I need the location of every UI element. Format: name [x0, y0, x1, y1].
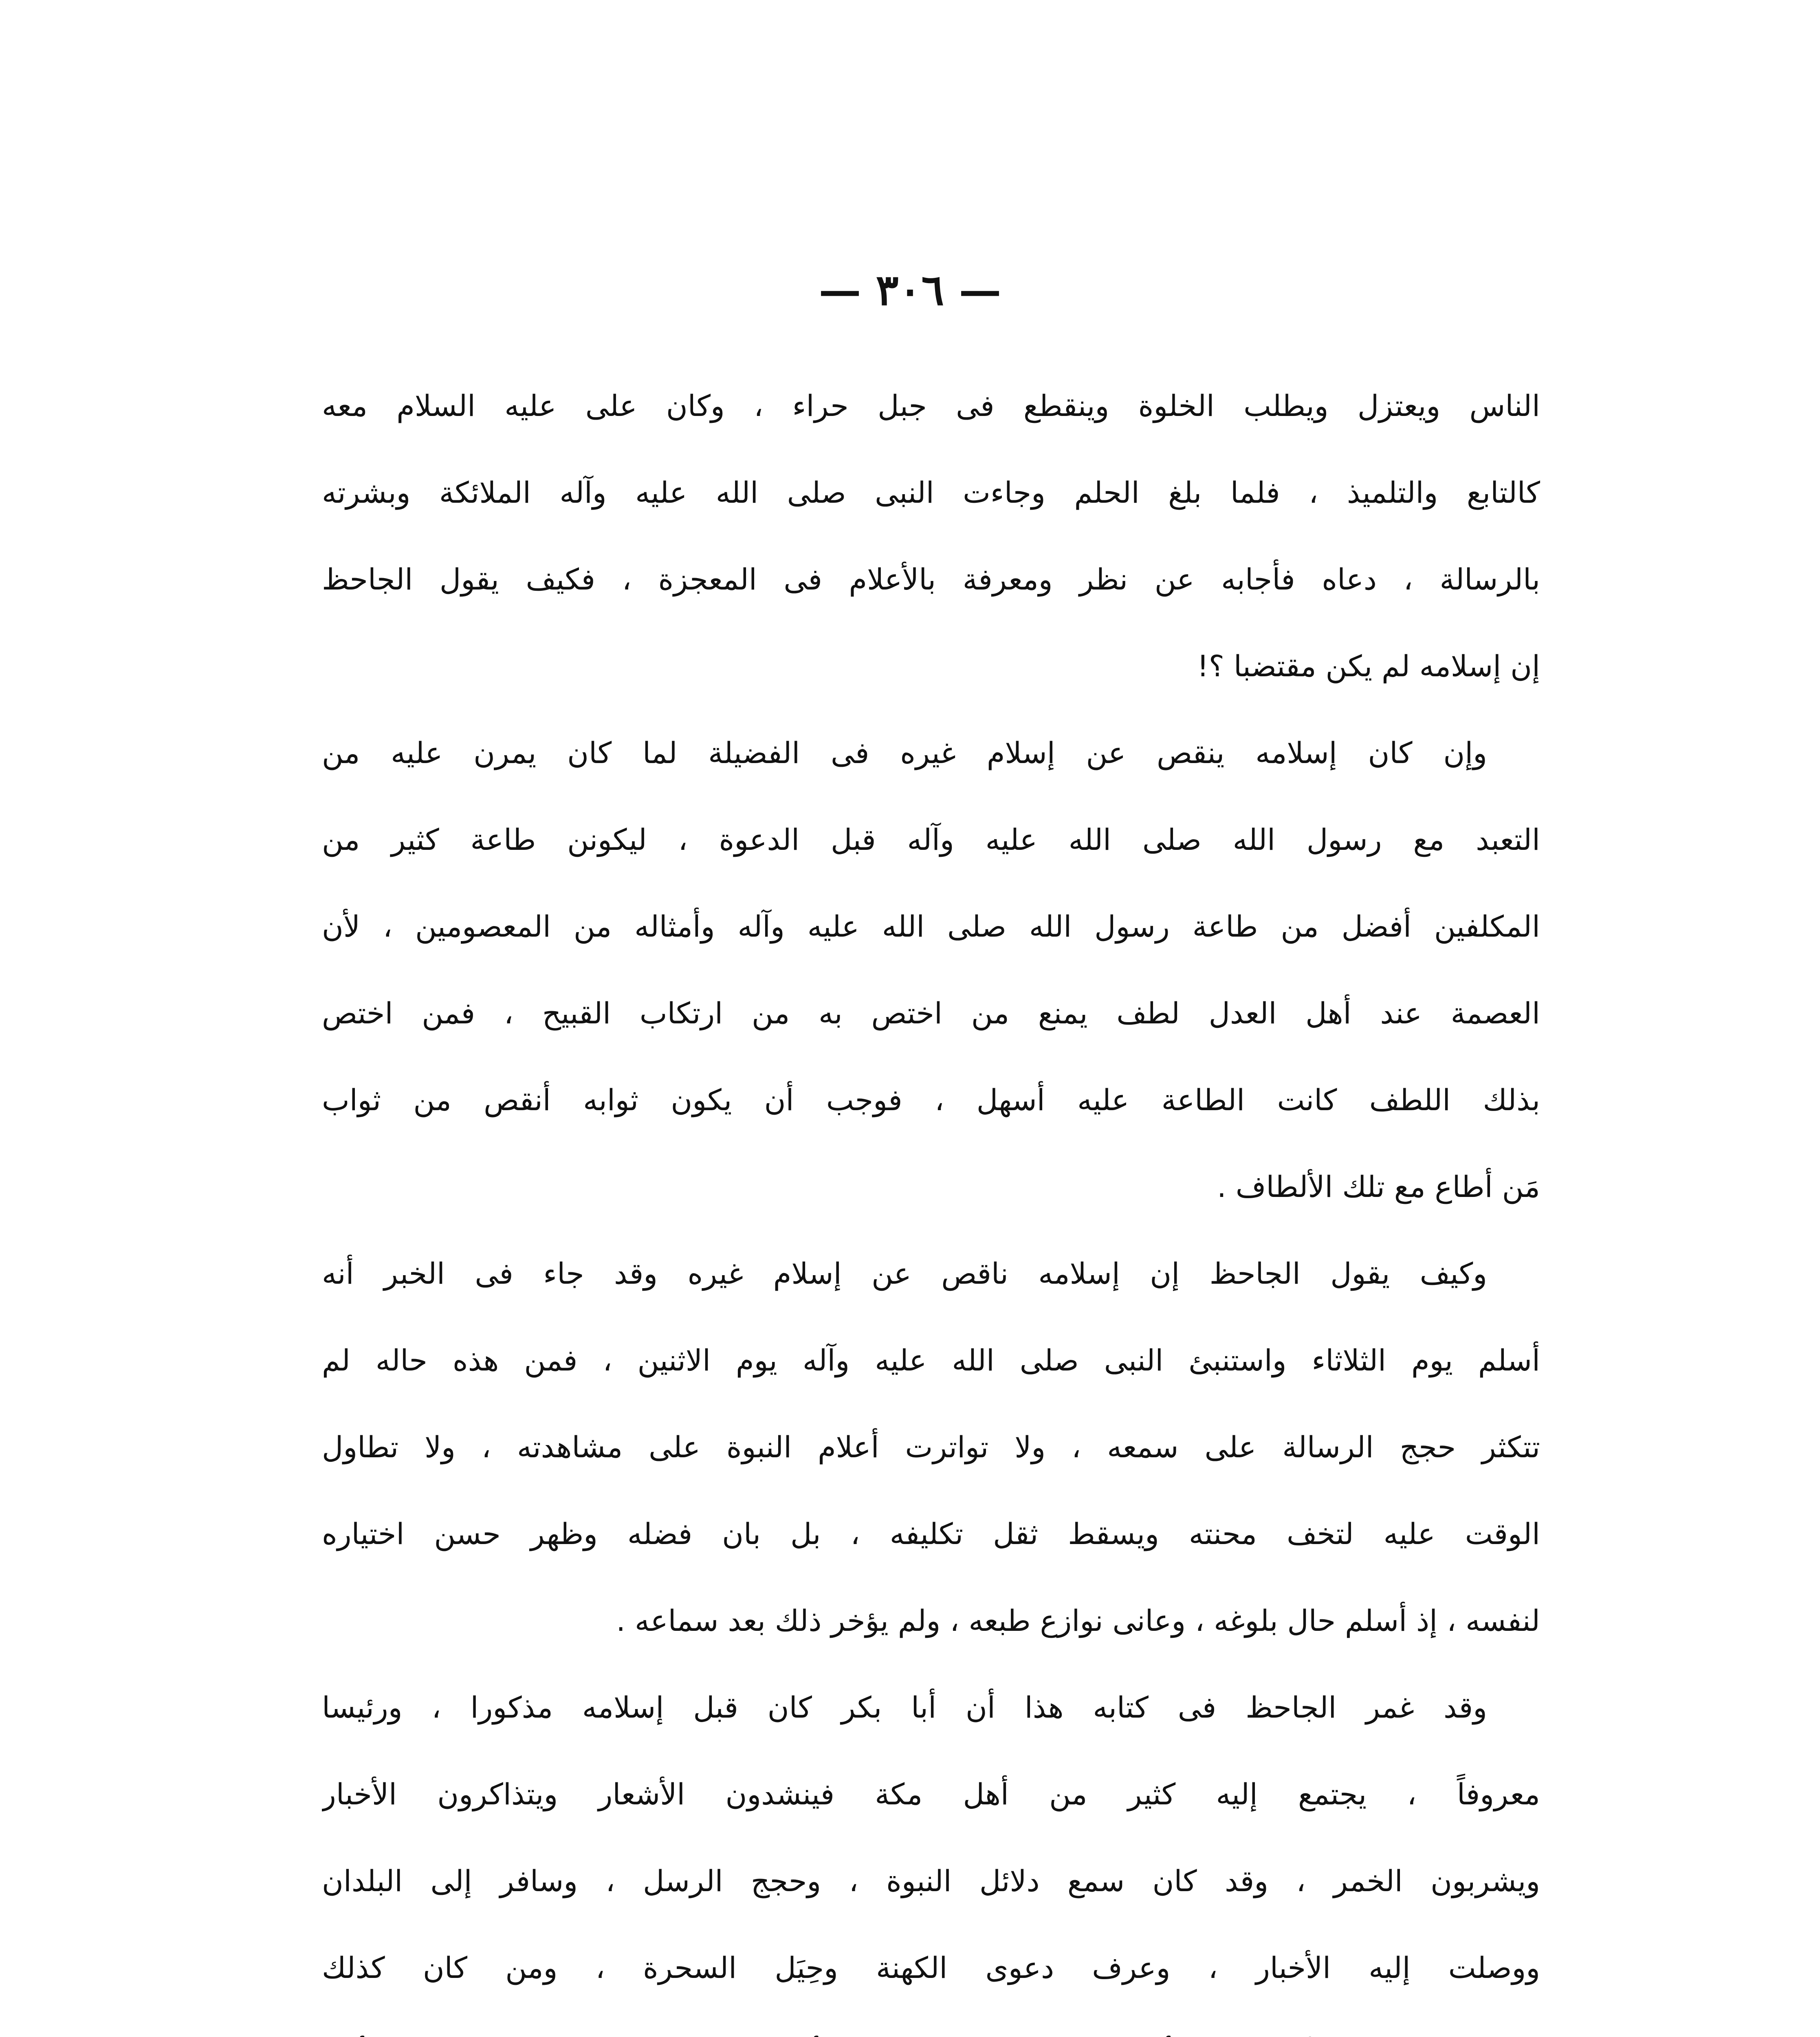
- paragraph: [322, 1664, 1540, 2037]
- text-line: وقد غمر الجاحظ فى كتابه هذا أن أبا بكر كان قبل إسلامه مذكورا ، ورئيسا: [322, 1690, 1487, 1725]
- text-line: أسلم يوم الثلاثاء واستنبئ النبى صلى الله عليه وآله يوم الاثنين ، فمن هذه حاله لم: [322, 1343, 1540, 1377]
- text-line: لنفسه ، إذ أسلم حال بلوغه ، وعانى نوازع طبعه ، ولم يؤخر ذلك بعد سماعه .: [616, 1604, 1540, 1638]
- text-line: الناس ويعتزل ويطلب الخلوة وينقطع فى جبل حراء ، وكان على عليه السلام معه: [322, 389, 1540, 423]
- text-line: التعبد مع رسول الله صلى الله عليه وآله قبل الدعوة ، ليكونن طاعة كثير من: [322, 823, 1540, 857]
- text-line: وإن كان إسلامه ينقص عن إسلام غيره فى الفضيلة لما كان يمرن عليه من: [322, 736, 1487, 770]
- text-line: بالرسالة ، دعاه فأجابه عن نظر ومعرفة بالأعلام فى المعجزة ، فكيف يقول الجاحظ: [322, 562, 1540, 596]
- text-line: [322, 2011, 1540, 2037]
- text-line: وكيف يقول الجاحظ إن إسلامه ناقص عن إسلام غيره وقد جاء فى الخبر أنه: [322, 1256, 1487, 1291]
- text-line: المكلفين أفضل من طاعة رسول الله صلى الله عليه وآله وأمثاله من المعصومين ، لأن: [322, 909, 1540, 944]
- body-text: [322, 363, 1540, 2037]
- paragraph: [322, 1230, 1540, 1664]
- paragraph: [322, 363, 1540, 710]
- text-line: معروفاً ، يجتمع إليه كثير من أهل مكة فينشدون الأشعار ويتذاكرون الأخبار: [322, 1777, 1540, 1811]
- text-line: إن إسلامه لم يكن مقتضبا ؟!: [1197, 649, 1540, 683]
- text-line: ويشربون الخمر ، وقد كان سمع دلائل النبوة ، وحجج الرسل ، وسافر إلى البلدان: [322, 1864, 1540, 1898]
- text-line: كالتابع والتلميذ ، فلما بلغ الحلم وجاءت النبى صلى الله عليه وآله الملائكة وبشرته: [322, 475, 1540, 510]
- text-line: العصمة عند أهل العدل لطف يمنع من اختص به من ارتكاب القبيح ، فمن اختص: [322, 996, 1540, 1030]
- text-line: مَن أطاع مع تلك الألطاف .: [1217, 1170, 1540, 1204]
- paragraph: [322, 710, 1540, 1230]
- text-line: الوقت عليه لتخف محنته ويسقط ثقل تكليفه ، بل بان فضله وظهر حسن اختياره: [322, 1517, 1540, 1551]
- text-line: بذلك اللطف كانت الطاعة عليه أسهل ، فوجب أن يكون ثوابه أنقص من ثواب: [322, 1083, 1540, 1117]
- text-line: تتكثر حجج الرسالة على سمعه ، ولا تواترت أعلام النبوة على مشاهدته ، ولا تطاول: [322, 1430, 1540, 1464]
- page-number: — ٣٠٦ —: [819, 265, 1001, 315]
- text-line: ووصلت إليه الأخبار ، وعرف دعوى الكهنة وحِيَل السحرة ، ومن كان كذلك: [322, 1951, 1540, 1985]
